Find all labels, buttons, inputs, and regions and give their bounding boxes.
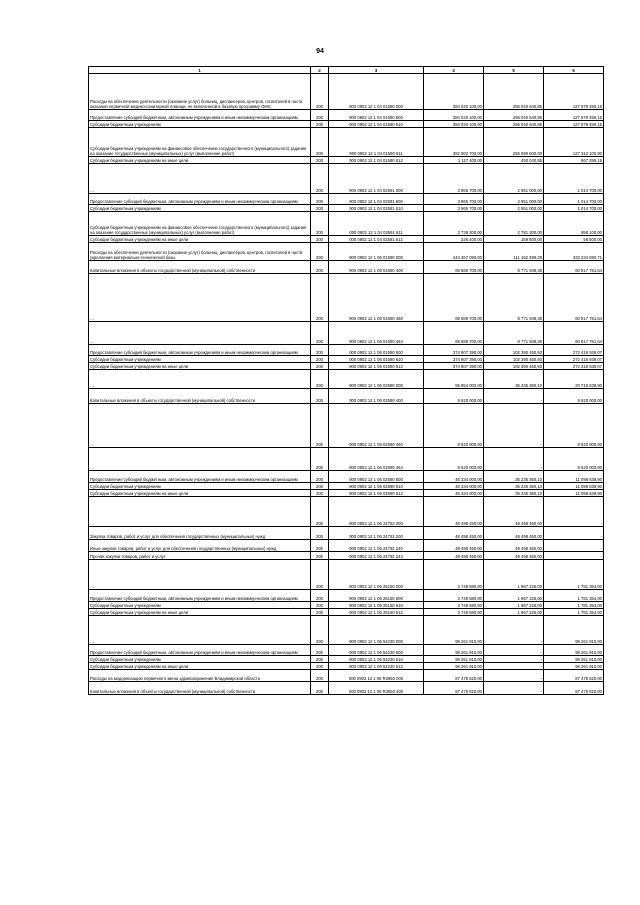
- row-amount-col5: -: [484, 663, 544, 670]
- page-number: 94: [316, 48, 324, 55]
- row-description: Капитальные вложения в объекты государственной (муниципальной) собственности: [89, 389, 311, 404]
- row-description: Субсидии бюджетным учреждениям на иные цели: [89, 157, 311, 164]
- row-description: Расходы на модернизацию первичного звена здравоохранения Владимирской области: [89, 670, 311, 682]
- row-description: Предоставление субсидий бюджетным, автономным учреждениям и иным некоммерческим организациям: [89, 645, 311, 656]
- row-department-code: 200: [311, 663, 329, 670]
- row-amount-col5: 102 390 450,93: [484, 356, 544, 363]
- row-classification-code: 000 0902 12 1 06 02590 460: [329, 404, 424, 448]
- row-department-code: 200: [311, 616, 329, 645]
- row-department-code: 200: [311, 590, 329, 602]
- row-amount-total: 3 965 700,00: [424, 194, 484, 205]
- row-description: …: [89, 560, 311, 590]
- row-department-code: 200: [311, 157, 329, 164]
- table-row: [89, 157, 604, 164]
- row-amount-col6: 98 261 910,00: [544, 663, 604, 670]
- row-classification-code: 000 0902 12 1 06 01590 400: [329, 261, 424, 274]
- table-row: [89, 483, 604, 490]
- row-amount-col6: 98 261 910,00: [544, 645, 604, 656]
- row-amount-col6: 272 416 939,07: [544, 345, 604, 356]
- budget-table: [88, 66, 604, 695]
- row-amount-total: 9 620 000,00: [424, 404, 484, 448]
- row-classification-code: 000 0902 12 1 06 02590 600: [329, 471, 424, 483]
- row-classification-code: 000 0902 12 1 06 01590 000: [329, 243, 424, 261]
- row-amount-col6: -: [544, 497, 604, 527]
- row-department-code: 200: [311, 552, 329, 560]
- row-amount-total: 3 965 700,00: [424, 205, 484, 212]
- table-header: [89, 67, 604, 74]
- row-department-code: 200: [311, 236, 329, 243]
- row-amount-col6: 9 620 000,00: [544, 404, 604, 448]
- row-amount-total: 98 261 910,00: [424, 656, 484, 663]
- row-department-code: 200: [311, 656, 329, 663]
- row-amount-total: 98 261 910,00: [424, 645, 484, 656]
- row-description: Субсидии бюджетным учреждениям на иные цели: [89, 236, 311, 243]
- header-col-1: 1: [89, 67, 311, 74]
- row-classification-code: 000 0902 12 1 06 01590 610: [329, 356, 424, 363]
- table-row: [89, 670, 604, 682]
- row-description: Субсидии бюджетным учреждениям: [89, 483, 311, 490]
- row-department-code: 200: [311, 345, 329, 356]
- row-amount-col5: 2 951 000,00: [484, 205, 544, 212]
- row-amount-col5: 1 967 226,00: [484, 609, 544, 616]
- row-classification-code: 000 0902 12 1 06 25150 600: [329, 590, 424, 602]
- row-amount-col5: 450 040,85: [484, 157, 544, 164]
- row-amount-col5: 111 162 399,29: [484, 243, 544, 261]
- row-amount-col5: 169 800,00: [484, 236, 544, 243]
- table-row: [89, 212, 604, 236]
- row-amount-col5: 1 967 226,00: [484, 602, 544, 609]
- table-row: [89, 497, 604, 527]
- row-department-code: 200: [311, 274, 329, 322]
- row-amount-total: 382 902 700,00: [424, 128, 484, 157]
- row-description: Предоставление субсидий бюджетным, автономным учреждениям и иным некоммерческим организациям: [89, 590, 311, 602]
- row-amount-col5: 2 951 000,00: [484, 164, 544, 194]
- row-department-code: 200: [311, 205, 329, 212]
- row-amount-col6: 1 014 700,00: [544, 164, 604, 194]
- row-department-code: 200: [311, 363, 329, 370]
- row-amount-col6: 60 817 751,64: [544, 322, 604, 345]
- row-department-code: 200: [311, 682, 329, 695]
- row-classification-code: 000 0902 12 1 04 01590 612: [329, 157, 424, 164]
- row-department-code: 200: [311, 110, 329, 121]
- row-amount-col6: 98 261 910,00: [544, 616, 604, 645]
- row-amount-col5: 48 498 450,00: [484, 552, 544, 560]
- table-row: [89, 645, 604, 656]
- row-department-code: 200: [311, 243, 329, 261]
- table-row: [89, 274, 604, 322]
- table-row: [89, 243, 604, 261]
- table-row: [89, 322, 604, 345]
- row-classification-code: 000 0902 12 1 04 02591 610: [329, 205, 424, 212]
- row-amount-total: 46 334 000,00: [424, 483, 484, 490]
- header-col-6: 6: [544, 67, 604, 74]
- row-description: …: [89, 616, 311, 645]
- table-row: [89, 552, 604, 560]
- row-description: Субсидии бюджетным учреждениям на иные цели: [89, 663, 311, 670]
- row-description: …: [89, 497, 311, 527]
- row-amount-col5: 255 590 600,00: [484, 128, 544, 157]
- row-department-code: 200: [311, 645, 329, 656]
- row-department-code: 200: [311, 194, 329, 205]
- table-row: [89, 164, 604, 194]
- row-amount-col6: -: [544, 552, 604, 560]
- row-amount-total: 374 807 390,00: [424, 356, 484, 363]
- row-amount-col5: 256 040 640,85: [484, 110, 544, 121]
- table-row: [89, 389, 604, 404]
- row-classification-code: 000 0902 12 1 06 54230 600: [329, 645, 424, 656]
- row-amount-total: 87 475 620,00: [424, 670, 484, 682]
- row-amount-total: 69 589 700,00: [424, 274, 484, 322]
- row-amount-col5: -: [484, 616, 544, 645]
- row-amount-total: 226 400,00: [424, 236, 484, 243]
- row-amount-col6: 1 781 354,00: [544, 609, 604, 616]
- row-classification-code: 000 0902 12 1 06 02590 464: [329, 448, 424, 471]
- row-classification-code: 000 0902 12 1 06 02590 400: [329, 389, 424, 404]
- row-classification-code: 000 0902 12 1 06 25150 610: [329, 602, 424, 609]
- row-classification-code: 000 0902 12 1 06 54230 612: [329, 663, 424, 670]
- row-department-code: 200: [311, 128, 329, 157]
- table-row: [89, 194, 604, 205]
- table-row: [89, 74, 604, 110]
- row-amount-col6: 60 817 751,64: [544, 261, 604, 274]
- table-row: [89, 448, 604, 471]
- row-amount-col5: -: [484, 404, 544, 448]
- table-row: [89, 121, 604, 128]
- row-description: Субсидии бюджетным учреждениям: [89, 656, 311, 663]
- row-amount-total: 374 807 390,00: [424, 345, 484, 356]
- table-row: [89, 236, 604, 243]
- row-amount-col6: 56 600,00: [544, 236, 604, 243]
- row-description: Расходы на обеспечение деятельности (оказание услуг) больниц, диспансеров, центров, госпиталей в части укрепления материально-технической базы: [89, 243, 311, 261]
- table-row: [89, 609, 604, 616]
- row-department-code: 200: [311, 609, 329, 616]
- row-amount-total: 9 620 000,00: [424, 448, 484, 471]
- table-row: [89, 656, 604, 663]
- row-description: Субсидии бюджетным учреждениям на финансовое обеспечение государственного (муниципального) задания на оказание государственных (муниципальных) услуг (выполнение работ): [89, 128, 311, 157]
- row-department-code: 200: [311, 164, 329, 194]
- row-amount-total: 48 498 450,00: [424, 527, 484, 540]
- row-amount-col5: 2 951 000,00: [484, 194, 544, 205]
- row-classification-code: 000 0902 12 1 06 02590 610: [329, 483, 424, 490]
- row-amount-col6: 1 781 354,00: [544, 560, 604, 590]
- row-classification-code: 000 0902 12 1 06 24752 240: [329, 540, 424, 552]
- row-amount-total: 69 569 700,00: [424, 261, 484, 274]
- row-classification-code: 000 0902 12 1 06 25150 000: [329, 560, 424, 590]
- row-description: Капитальные вложения в объекты государственной (муниципальной) собственности: [89, 261, 311, 274]
- row-department-code: 200: [311, 602, 329, 609]
- row-description: Субсидии бюджетным учреждениям: [89, 356, 311, 363]
- row-description: Капитальные вложения в объекты государственной (муниципальной) собственности: [89, 682, 311, 695]
- row-department-code: 200: [311, 490, 329, 497]
- row-department-code: 200: [311, 370, 329, 389]
- row-description: Предоставление субсидий бюджетным, автономным учреждениям и иным некоммерческим организациям: [89, 471, 311, 483]
- row-classification-code: 000 0902 12 1 06 24752 244: [329, 552, 424, 560]
- row-department-code: 200: [311, 404, 329, 448]
- row-classification-code: 000 0902 12 1 04 02591 000: [329, 164, 424, 194]
- row-classification-code: 000 0902 12 1 06 25150 612: [329, 609, 424, 616]
- row-amount-col5: -: [484, 389, 544, 404]
- row-amount-col5: 48 498 450,00: [484, 497, 544, 527]
- row-classification-code: 000 0902 12 1 04 02591 612: [329, 236, 424, 243]
- row-classification-code: 000 0902 12 1 06 24752 200: [329, 527, 424, 540]
- row-description: …: [89, 448, 311, 471]
- table-row: [89, 356, 604, 363]
- row-amount-col5: 256 040 640,85: [484, 121, 544, 128]
- row-amount-total: 48 498 450,00: [424, 540, 484, 552]
- row-amount-col5: 35 235 360,10: [484, 490, 544, 497]
- row-amount-total: 384 020 100,00: [424, 121, 484, 128]
- row-amount-col5: 48 498 450,00: [484, 527, 544, 540]
- table-row: [89, 527, 604, 540]
- row-amount-col6: 127 979 459,15: [544, 110, 604, 121]
- row-classification-code: 000 0902 12 1 06 01590 612: [329, 363, 424, 370]
- row-amount-col5: 102 390 450,93: [484, 363, 544, 370]
- row-amount-col6: 1 781 354,00: [544, 602, 604, 609]
- table-row: [89, 128, 604, 157]
- row-classification-code: 000 0902 12 1 04 01590 610: [329, 121, 424, 128]
- table-row: [89, 345, 604, 356]
- row-description: Расходы на обеспечение деятельности (оказание услуг) больниц, диспансеров, центров, госпиталей в части оказания первичной медико-санитарной помощи, не включенной в базовую программу ОМС: [89, 74, 311, 110]
- table-row: [89, 616, 604, 645]
- row-amount-col6: 11 098 639,90: [544, 483, 604, 490]
- row-department-code: 200: [311, 497, 329, 527]
- row-amount-col5: 35 235 360,10: [484, 471, 544, 483]
- row-description: …: [89, 322, 311, 345]
- row-amount-col6: 60 817 751,64: [544, 274, 604, 322]
- row-amount-col5: -: [484, 656, 544, 663]
- row-amount-total: 87 475 620,00: [424, 682, 484, 695]
- row-description: …: [89, 404, 311, 448]
- row-description: …: [89, 164, 311, 194]
- row-amount-col6: -: [544, 540, 604, 552]
- table-row: [89, 363, 604, 370]
- row-amount-col5: 2 781 200,00: [484, 212, 544, 236]
- row-department-code: 200: [311, 483, 329, 490]
- row-description: Предоставление субсидий бюджетным, автономным учреждениям и иным некоммерческим организациям: [89, 110, 311, 121]
- row-classification-code: 000 0902 12 1 06 24752 000: [329, 497, 424, 527]
- table-row: [89, 490, 604, 497]
- row-classification-code: 000 0902 12 1 06 01590 460: [329, 274, 424, 322]
- row-amount-col6: 333 234 690,71: [544, 243, 604, 261]
- row-amount-col5: 8 771 948,36: [484, 322, 544, 345]
- row-classification-code: 000 0902 12 1 06 R3650 400: [329, 682, 424, 695]
- row-amount-total: 9 620 000,00: [424, 389, 484, 404]
- row-amount-col5: -: [484, 670, 544, 682]
- row-department-code: 200: [311, 448, 329, 471]
- row-amount-col5: 8 771 948,36: [484, 274, 544, 322]
- row-amount-col5: 102 390 450,93: [484, 345, 544, 356]
- row-classification-code: 000 0902 12 1 06 54230 000: [329, 616, 424, 645]
- row-classification-code: 000 0902 12 1 04 01590 000: [329, 74, 424, 110]
- row-amount-col6: 11 098 639,90: [544, 471, 604, 483]
- row-description: Субсидии бюджетным учреждениям: [89, 121, 311, 128]
- row-department-code: 200: [311, 121, 329, 128]
- row-amount-col6: 1 014 700,00: [544, 194, 604, 205]
- row-amount-col6: 127 979 459,15: [544, 121, 604, 128]
- table-row: [89, 370, 604, 389]
- row-amount-col5: -: [484, 682, 544, 695]
- row-description: Субсидии бюджетным учреждениям на иные цели: [89, 490, 311, 497]
- row-amount-col5: 1 967 226,00: [484, 590, 544, 602]
- row-amount-col6: 9 620 000,00: [544, 389, 604, 404]
- row-description: Субсидии бюджетным учреждениям: [89, 205, 311, 212]
- row-classification-code: 000 0902 12 1 04 01590 600: [329, 110, 424, 121]
- table-row: [89, 663, 604, 670]
- header-row: [89, 67, 604, 74]
- row-amount-col5: -: [484, 645, 544, 656]
- row-amount-total: 98 261 910,00: [424, 616, 484, 645]
- row-description: Субсидии бюджетным учреждениям на иные цели: [89, 363, 311, 370]
- row-amount-col5: 48 498 450,00: [484, 540, 544, 552]
- row-amount-total: 46 334 000,00: [424, 490, 484, 497]
- row-amount-total: 384 020 100,00: [424, 110, 484, 121]
- row-description: Закупка товаров, работ и услуг для обеспечения государственных (муниципальных) нужд: [89, 527, 311, 540]
- row-department-code: 200: [311, 540, 329, 552]
- row-description: Иные закупки товаров, работ и услуг для обеспечения государственных (муниципальных) нужд: [89, 540, 311, 552]
- row-classification-code: 000 0902 12 1 06 01590 464: [329, 322, 424, 345]
- row-amount-col5: -: [484, 448, 544, 471]
- row-amount-col5: 35 235 360,10: [484, 370, 544, 389]
- header-col-4: 4: [424, 67, 484, 74]
- row-amount-col6: 20 718 639,90: [544, 370, 604, 389]
- row-department-code: 200: [311, 560, 329, 590]
- row-amount-col6: 127 312 100,00: [544, 128, 604, 157]
- row-description: Предоставление субсидий бюджетным, автономным учреждениям и иным некоммерческим организациям: [89, 194, 311, 205]
- row-amount-total: 69 589 700,00: [424, 322, 484, 345]
- table-row: [89, 540, 604, 552]
- row-description: Прочая закупка товаров, работ и услуг: [89, 552, 311, 560]
- table-row: [89, 560, 604, 590]
- row-classification-code: 000 0902 12 1 06 01590 600: [329, 345, 424, 356]
- header-col-2: 2: [311, 67, 329, 74]
- row-amount-col6: 272 416 939,07: [544, 356, 604, 363]
- row-description: Субсидии бюджетным учреждениям: [89, 602, 311, 609]
- table-row: [89, 110, 604, 121]
- row-amount-total: 3 748 580,00: [424, 560, 484, 590]
- row-department-code: 200: [311, 471, 329, 483]
- table-row: [89, 261, 604, 274]
- row-classification-code: 000 0902 12 1 04 01590 611: [329, 128, 424, 157]
- row-amount-col6: 87 475 620,00: [544, 682, 604, 695]
- table-row: [89, 471, 604, 483]
- row-amount-total: 48 498 450,00: [424, 552, 484, 560]
- row-amount-col6: 87 475 620,00: [544, 670, 604, 682]
- row-department-code: 200: [311, 389, 329, 404]
- row-amount-col6: 1 014 700,00: [544, 205, 604, 212]
- row-amount-col6: -: [544, 527, 604, 540]
- row-amount-total: 3 965 700,00: [424, 164, 484, 194]
- row-description: …: [89, 370, 311, 389]
- row-amount-total: 55 954 000,00: [424, 370, 484, 389]
- row-amount-total: 3 748 580,00: [424, 590, 484, 602]
- row-classification-code: 000 0902 12 1 06 54230 610: [329, 656, 424, 663]
- header-col-3: 3: [329, 67, 424, 74]
- row-classification-code: 000 0902 12 1 06 02590 000: [329, 370, 424, 389]
- row-amount-col5: 8 771 948,36: [484, 261, 544, 274]
- row-description: …: [89, 274, 311, 322]
- row-amount-total: 384 020 100,00: [424, 74, 484, 110]
- row-amount-col6: 11 098 639,90: [544, 490, 604, 497]
- header-col-5: 5: [484, 67, 544, 74]
- table-row: [89, 682, 604, 695]
- row-amount-total: 98 261 910,00: [424, 663, 484, 670]
- row-classification-code: 000 0902 12 1 04 02591 600: [329, 194, 424, 205]
- row-department-code: 200: [311, 356, 329, 363]
- row-amount-col6: 958 100,00: [544, 212, 604, 236]
- row-amount-col6: 272 416 939,07: [544, 363, 604, 370]
- row-amount-total: 1 117 400,00: [424, 157, 484, 164]
- row-amount-col5: 35 235 360,10: [484, 483, 544, 490]
- row-department-code: 200: [311, 261, 329, 274]
- row-amount-total: 46 334 000,00: [424, 471, 484, 483]
- row-amount-col5: 256 040 640,85: [484, 74, 544, 110]
- table-body: [89, 74, 604, 695]
- row-amount-col6: 667 359,15: [544, 157, 604, 164]
- table-row: [89, 602, 604, 609]
- row-department-code: 200: [311, 322, 329, 345]
- row-amount-total: 374 807 390,00: [424, 363, 484, 370]
- row-amount-col6: 127 979 459,15: [544, 74, 604, 110]
- row-amount-col6: 1 781 354,00: [544, 590, 604, 602]
- row-amount-col6: 98 261 910,00: [544, 656, 604, 663]
- row-amount-total: 48 498 450,00: [424, 497, 484, 527]
- row-amount-total: 3 748 580,00: [424, 602, 484, 609]
- row-department-code: 200: [311, 212, 329, 236]
- row-amount-total: 444 367 090,00: [424, 243, 484, 261]
- row-amount-col5: 1 967 226,00: [484, 560, 544, 590]
- row-department-code: 200: [311, 74, 329, 110]
- row-classification-code: 000 0902 12 1 06 R3650 000: [329, 670, 424, 682]
- row-classification-code: 000 0902 12 1 06 02590 612: [329, 490, 424, 497]
- row-department-code: 200: [311, 670, 329, 682]
- row-description: Субсидии бюджетным учреждениям на иные цели: [89, 609, 311, 616]
- table-row: [89, 404, 604, 448]
- row-description: Предоставление субсидий бюджетным, автономным учреждениям и иным некоммерческим организациям: [89, 345, 311, 356]
- row-amount-col6: 9 620 000,00: [544, 448, 604, 471]
- row-classification-code: 000 0902 12 1 04 02591 611: [329, 212, 424, 236]
- table-row: [89, 205, 604, 212]
- row-description: Субсидии бюджетным учреждениям на финансовое обеспечение государственного (муниципального) задания на оказание государственных (муниципальных) услуг (выполнение работ): [89, 212, 311, 236]
- table-row: [89, 590, 604, 602]
- row-department-code: 200: [311, 527, 329, 540]
- row-amount-total: 3 739 300,00: [424, 212, 484, 236]
- row-amount-total: 3 748 580,00: [424, 609, 484, 616]
